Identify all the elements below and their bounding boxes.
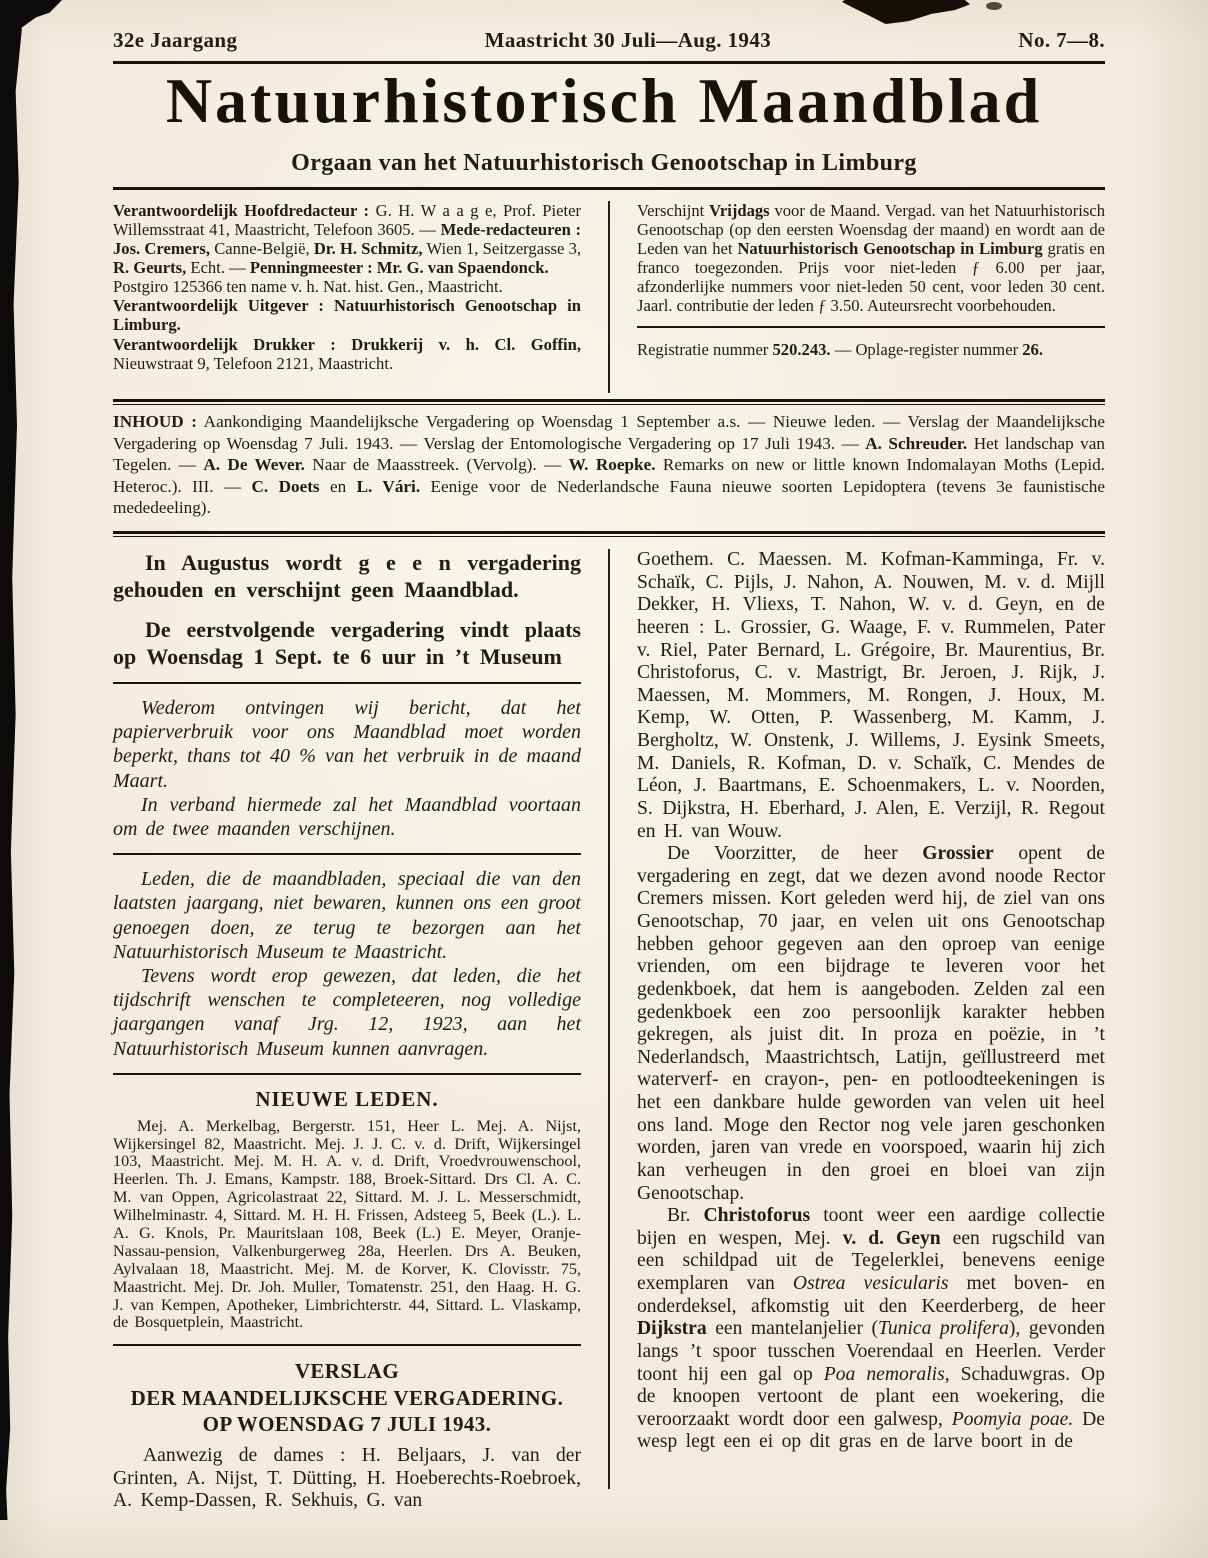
- publisher-line: Verantwoordelijk Uitgever : Natuurhistorisch Genootschap in Limburg.: [113, 296, 581, 335]
- inhoud-bottom-rule: [113, 531, 1105, 537]
- masthead-editorial-block: [113, 201, 581, 393]
- masthead-bottom-rule: [113, 399, 1105, 405]
- nieuwe-leden-heading: NIEUWE LEDEN.: [255, 1086, 439, 1111]
- masthead-divider: [608, 201, 610, 393]
- notice-august: In Augustus wordt g e e n vergadering gehouden en verschijnt geen Maandblad.: [113, 550, 581, 603]
- printer-line: Verantwoordelijk Drukker : Drukkerij v. h. Cl. Goffin, Nieuwstraat 9, Telefoon 2121, Maastricht.: [113, 334, 581, 373]
- left-column: [113, 549, 581, 1513]
- complete-volumes-note: Tevens wordt erop gewezen, dat leden, die het tijdschrift wenschen te completeeren, nog volledige jaargangen vanaf Jrg. 12, 1923, aan het Natuurhistorisch Museum kunnen aanvragen.: [113, 964, 581, 1060]
- scan-corner-artifact: [0, 0, 62, 28]
- date-line: Maastricht 30 Juli—Aug. 1943: [484, 28, 772, 52]
- scan-top-dot: [986, 2, 1002, 10]
- subtitle-rule: [113, 187, 1105, 190]
- left-rule-3: [113, 1073, 581, 1075]
- verslag-heading-line1: VERSLAG: [294, 1359, 400, 1384]
- publication-info: Verschijnt Vrijdags voor de Maand. Vergad. van het Natuurhistorisch Genootschap (op den eersten Woensdag der maand) en wordt aan de Leden van het Natuurhistorisch Genootschap in Limburg gratis en franco toegezonden. Prijs voor niet-leden ƒ 6.00 per jaar, afzonderlijke nummers voor niet-leden 50 cent, voor leden 30 cent. Jaarl. contributie der leden ƒ 3.50. Auteursrecht voorbehouden.: [637, 201, 1106, 316]
- body-columns: [113, 549, 1105, 1513]
- verslag-heading-line3: OP WOENSDAG 7 JULI 1943.: [202, 1411, 492, 1436]
- editor-line: Verantwoordelijk Hoofdredacteur : G. H. W a a g e, Prof. Pieter Willemsstraat 41, Maastricht, Telefoon 3605. — Mede-redacteuren : Jos. Cremers, Canne-België, Dr. H. Schmitz, Wien 1, Seitzergasse 3, R. Geurts, Echt. — Penningmeester : Mr. G. van Spaendonck.: [113, 201, 582, 278]
- page-title: Natuurhistorisch Maandblad: [165, 65, 1043, 136]
- exhibits-paragraph: Br. Christoforus toont weer een aardige collectie bijen en wespen, Mej. v. d. Geyn een rugschild van een schildpad uit de Tegelerklei, benevens eenige exemplaren van Ostrea vesicularis met boven- en onderdeksel, afkomstig uit den Keerderberg, de heer Dijkstra een mantelanjelier (Tunica prolifera), gevonden langs ’t spoor tusschen Voerendaal en Heerlen. Verder toont hij een gal op Poa nemoralis, Schaduwgras. Op de knoopen vertoont de plant een woekering, die veroorzaakt wordt door een galwesp, Poomyia poae. De wesp legt een ei op dit gras en de larve boort in de: [637, 1205, 1106, 1453]
- page-subtitle: Orgaan van het Natuurhistorisch Genootschap in Limburg: [291, 150, 917, 176]
- paper-restriction-note-2: In verband hiermede zal het Maandblad voortaan om de twee maanden verschijnen.: [113, 793, 581, 840]
- column-divider-cell: [581, 549, 637, 1513]
- paper-restriction-note-1: Wederom ontvingen wij bericht, dat het papierverbruik voor ons Maandblad moet worden beperkt, thans tot 40 % van het verbruik in de maand Maart.: [113, 697, 581, 792]
- registration-rule: [637, 326, 1105, 328]
- right-column: [637, 549, 1105, 1513]
- verslag-heading: [113, 1358, 581, 1437]
- registration-line: Registratie nummer 520.243. — Oplage-register nummer 26.: [637, 340, 1043, 360]
- left-rule-4: [113, 1344, 581, 1346]
- verslag-heading-line2: DER MAANDELIJKSCHE VERGADERING.: [130, 1385, 564, 1410]
- attendance-paragraph: Aanwezig de dames : H. Beljaars, J. van der Grinten, A. Nijst, T. Dütting, H. Hoeberechts-Roebroek, A. Kemp-Dassen, R. Sekhuis, G. van: [113, 1445, 581, 1512]
- column-divider: [608, 549, 610, 1489]
- masthead: [113, 201, 1105, 393]
- return-copies-note: Leden, die de maandbladen, speciaal die van den laatsten jaargang, niet bewaren, kunnen ons een groot genoegen doen, ze terug te bezorgen aan het Natuurhistorisch Museum te Maastricht.: [113, 868, 581, 963]
- masthead-divider-cell: [581, 201, 637, 393]
- left-rule-2: [113, 853, 581, 855]
- nieuwe-leden-list: Mej. A. Merkelbag, Bergerstr. 151, Heer L. Mej. A. Nijst, Wijkersingel 82, Maastricht. Mej. J. J. C. v. d. Drift, Wijkersingel 103, Maastricht. Mej. M. H. A. v. d. Drift, Vroedvrouwenschool, Heerlen. Th. J. Emans, Kampstr. 188, Broek-Sittard. Drs Cl. A. C. M. van Oppen, Agricolastraat 22, Sittard. M. J. L. Messerschmidt, Wilhelminastr. 4, Sittard. M. H. H. Frissen, Adsteeg 5, Beek (L.). L. A. G. Knols, Pr. Mauritslaan 108, Beek (L.) E. Meyer, Oranje-Nassau-pension, Valkenburgerweg 28a, Heerlen. Drs A. Beuken, Aylvalaan 18, Maastricht. Mej. M. de Korver, K. Clovisstr. 75, Maastricht. Mej. Dr. Joh. Muller, Tomatenstr. 251, den Haag. H. G. J. van Kempen, Apotheker, Limbrichterstr. 44, Sittard. L. Vlaskamp, de Bosquetplein, Maastricht.: [113, 1116, 581, 1332]
- left-rule-1: [113, 682, 581, 684]
- issue-number: No. 7—8.: [1018, 28, 1105, 52]
- notice-next-meeting: De eerstvolgende vergadering vindt plaats op Woensdag 1 Sept. te 6 uur in ’t Museum: [113, 616, 581, 669]
- attendance-continuation: Goethem. C. Maessen. M. Kofman-Kamminga, Fr. v. Schaïk, C. Pijls, J. Nahon, A. Nouwen, M. v. d. Mijll Dekker, H. Vliexs, T. Nahon, W. v. d. Geyn, en de heeren : L. Grossier, G. Waage, F. v. Rummelen, Pater v. Riel, Pater Bernard, L. Grégoire, Br. Maurentius, Br. Christoforus, C. v. Mastrigt, Br. Jeroen, J. Rijk, J. Maessen, M. Mommers, M. Rongen, J. Houx, M. Kemp, W. Otten, P. Wassenberg, M. Kamm, J. Bergholtz, W. Onstenk, J. Willems, J. Eysink Smeets, M. Daniels, R. Kofman, D. v. Schaïk, C. Mendes de Léon, J. Baartmans, E. Schoenmakers, L. v. Noorden, S. Dijkstra, H. Eberhard, J. Alen, E. Verzijl, R. Regout en H. van Wouw.: [637, 549, 1105, 842]
- inhoud-paragraph: INHOUD : Aankondiging Maandelijksche Vergadering op Woensdag 1 September a.s. — Nieuwe leden. — Verslag der Maandelijksche Vergadering op Woensdag 7 Juli. 1943. — Verslag der Entomologische Vergadering op 17 Juli 1943. — A. Schreuder. Het landschap van Tegelen. — A. De Wever. Naar de Maasstreek. (Vervolg). — W. Roepke. Remarks on new or little known Indomalayan Moths (Lepid. Heteroc.). III. — C. Doets en L. Vári. Eenige voor de Nederlandsche Fauna nieuwe soorten Lepidoptera (tevens 3e faunistische mededeeling).: [113, 412, 1106, 517]
- postgiro-line: Postgiro 125366 ten name v. h. Nat. hist. Gen., Maastricht.: [113, 277, 503, 297]
- chairman-paragraph: De Voorzitter, de heer Grossier opent de vergadering en zegt, dat we dezen avond noode Rector Cremers missen. Kort geleden werd hij, de ziel van ons Genootschap, 70 jaar, en velen uit ons Genootschap hebben gehoor gegeven aan den oproep van eenige vrienden, om een bijdrage te leveren voor het gedenkboek, dat hem is aangeboden. Zelden zal een gedenkboek een zoo persoonlijk karakter hebben gekregen, als juist dit. In proza en poëzie, in ’t Nederlandsch, Maastrichtsch, Latijn, geïllustreerd met waterverf- en crayon-, pen- en potloodteekeningen is het een dankbare hulde geworden van velen uit heel ons land. Moge den Rector nog vele jaren geschonken worden, jaren van vrede en voorspoed, waarin hij zich kan verheugen in den groei en bloei van zijn Genootschap.: [637, 843, 1105, 1204]
- scan-edge-artifact: [0, 0, 34, 1520]
- masthead-publication-block: [637, 201, 1105, 393]
- issue-header: [113, 28, 1105, 53]
- scan-top-mark: [842, 0, 970, 24]
- volume-label: 32e Jaargang: [113, 28, 238, 52]
